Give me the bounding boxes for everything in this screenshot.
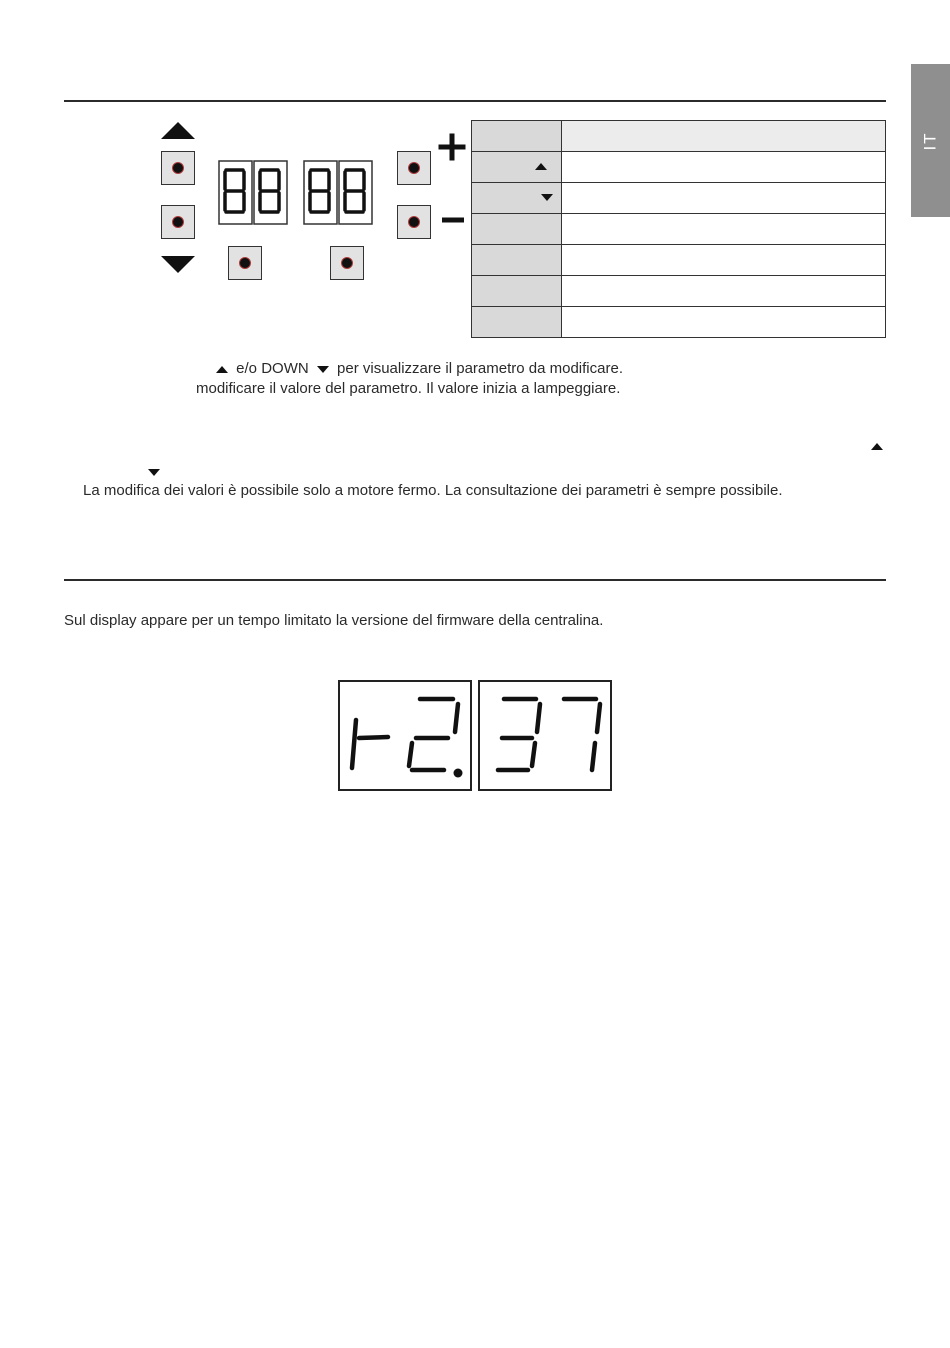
table-key-cell	[472, 245, 562, 276]
table-key-cell	[472, 214, 562, 245]
note-text: La modifica dei valori è possibile solo a motore fermo. La consultazione dei parametri è sempre possibile.	[83, 482, 783, 499]
instruction-line-1	[216, 360, 623, 378]
table-row	[472, 152, 886, 183]
minus-icon	[440, 214, 466, 226]
instruction-line-2: modificare il valore del parametro. Il valore inizia a lampeggiare.	[196, 380, 621, 397]
panel-display-digit-3	[304, 161, 337, 224]
table-row	[472, 307, 886, 338]
section-divider-firmware	[64, 579, 886, 581]
language-tab[interactable]	[911, 64, 950, 217]
table-value-cell	[562, 245, 886, 276]
table-value-cell	[562, 307, 886, 338]
table-row	[472, 245, 886, 276]
instruction-line-1-mid: e/o DOWN	[236, 360, 309, 377]
table-key-cell	[472, 121, 562, 152]
table-value-cell	[562, 276, 886, 307]
table-value-cell	[562, 214, 886, 245]
table-row	[472, 276, 886, 307]
table-key-cell	[472, 152, 562, 183]
up-arrow-icon	[535, 163, 547, 170]
table-value-cell	[562, 183, 886, 214]
table-row	[472, 121, 886, 152]
down-button[interactable]	[161, 205, 195, 239]
table-key-cell	[472, 276, 562, 307]
section-divider-top	[64, 100, 886, 102]
language-tab-label: IT	[920, 130, 940, 151]
menu-button-right[interactable]	[330, 246, 364, 280]
table-key-cell	[472, 307, 562, 338]
up-arrow-icon	[871, 443, 883, 450]
instruction-line-1-end: per visualizzare il parametro da modificare.	[337, 360, 623, 377]
down-arrow-icon	[317, 366, 329, 373]
firmware-text: Sul display appare per un tempo limitato la versione del firmware della centralina.	[64, 612, 604, 629]
up-arrow-icon	[161, 122, 195, 139]
firmware-digits-r2	[340, 682, 470, 789]
parameters-table	[471, 120, 886, 338]
table-key-cell	[472, 183, 562, 214]
menu-button-left[interactable]	[228, 246, 262, 280]
table-value-cell	[562, 152, 886, 183]
table-value-cell	[562, 121, 886, 152]
table-row	[472, 183, 886, 214]
firmware-display-left	[338, 680, 472, 791]
down-arrow-icon	[541, 194, 553, 201]
firmware-display-right	[478, 680, 612, 791]
plus-icon	[438, 133, 466, 161]
up-arrow-icon	[216, 366, 228, 373]
up-button[interactable]	[161, 151, 195, 185]
minus-button[interactable]	[397, 205, 431, 239]
panel-display	[218, 160, 378, 226]
plus-button[interactable]	[397, 151, 431, 185]
panel-display-digit-4	[339, 161, 372, 224]
panel-display-digit-2	[254, 161, 287, 224]
firmware-digits-37	[480, 682, 610, 789]
down-arrow-icon	[161, 256, 195, 273]
table-row	[472, 214, 886, 245]
down-arrow-icon	[148, 469, 160, 476]
panel-display-digit-1	[219, 161, 252, 224]
